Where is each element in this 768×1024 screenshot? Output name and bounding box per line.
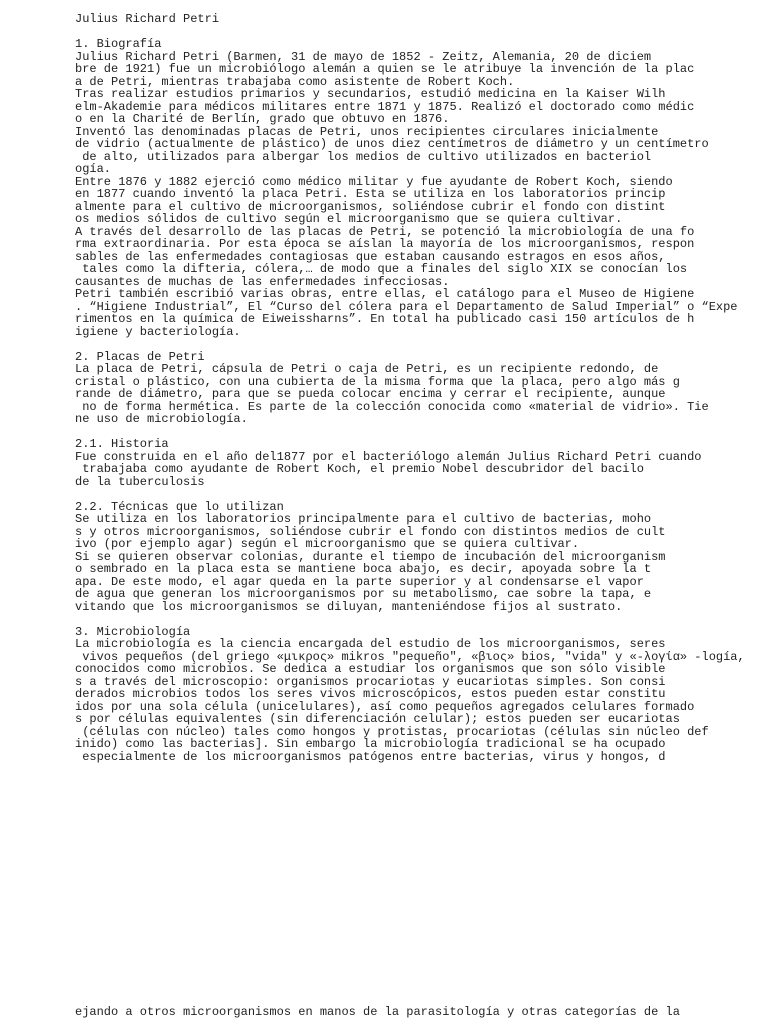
text-line: almente para el cultivo de microorganismos, soliéndose cubrir el fondo con distint [75, 199, 666, 214]
text-line: Si se quieren observar colonias, durante el tiempo de incubación del microorganism [75, 549, 666, 564]
blank-line [75, 488, 768, 501]
text-line: . “Higiene Industrial”, El “Curso del cólera para el Departamento de Salud Imperial” o “Expe [75, 299, 738, 314]
text-line: bre de 1921) fue un microbiólogo alemán a quien se le atribuye la invención de la plac [75, 62, 695, 76]
text-line: apa. De este modo, el agar queda en la parte superior y al condensarse el vapor [75, 574, 644, 589]
text-line: Tras realizar estudios primarios y secundarios, estudió medicina en la Kaiser Wilh [75, 87, 666, 101]
text-line: ogía. [75, 162, 112, 176]
text-line: vivos pequeños (del griego «μικρος» mikros "pequeño", «βιος» bios, "vida" y «-λογία» -logía, [75, 649, 745, 664]
text-line: de agua que generan los microorganismos por su metabolismo, cae sobre la tapa, e [75, 587, 652, 601]
text-line: causantes de muchas de las enfermedades infecciosas. [75, 274, 450, 289]
text-line: idos por una sola célula (unicelulares), así como pequeños agregados celulares formado [75, 699, 695, 714]
text-line: s por células equivalentes (sin diferenciación celular); estos pueden ser eucariotas [75, 712, 680, 726]
text-line: Julius Richard Petri (Barmen, 31 de mayo de 1852 - Zeitz, Alemania, 20 de diciem [75, 49, 652, 64]
text-line: o en la Charité de Berlín, grado que obtuvo en 1876. [75, 112, 450, 126]
text-line: especialmente de los microorganismos patógenos entre bacterias, virus y hongos, d [75, 749, 666, 764]
text-line: no de forma hermética. Es parte de la colección conocida como «material de vidrio». Tie [75, 399, 709, 414]
text-line: conocidos como microbios. Se dedica a estudiar los organismos que son sólo visible [75, 662, 666, 676]
text-line: rande de diámetro, para que se pueda colocar encima y cerrar el recipiente, aunque [75, 387, 666, 401]
text-line: a de Petri, mientras trabajaba como asistente de Robert Koch. [75, 74, 515, 89]
text-line: de alto, utilizados para albergar los medios de cultivo utilizados en bacteriol [75, 149, 652, 164]
blank-line [75, 338, 768, 351]
text-line: os medios sólidos de cultivo según el microorganismo que se quiera cultivar. [75, 212, 623, 226]
section-heading: 2. Placas de Petri [75, 349, 205, 364]
section-heading: 2.2. Técnicas que lo utilizan [75, 499, 284, 514]
text-line: vitando que los microorganismos se diluyan, manteniéndose fijos al sustrato. [75, 599, 623, 614]
text-line: o sembrado en la placa esta se mantiene boca abajo, es decir, apoyada sobre la t [75, 562, 652, 576]
blank-line [75, 26, 768, 39]
text-line: La microbiología es la ciencia encargada del estudio de los microorganismos, seres [75, 637, 666, 651]
text-line: trabajaba como ayudante de Robert Koch, el premio Nobel descubridor del bacilo [75, 462, 644, 476]
document-page [75, 0, 768, 1024]
text-line: ivo (por ejemplo agar) según el microorganismo que se quiera cultivar. [75, 537, 580, 551]
text-line: derados microbios todos los seres vivos microscópicos, estos pueden estar constitu [75, 687, 666, 701]
document-title [75, 13, 768, 26]
blank-line [75, 426, 768, 439]
text-line: s y otros microorganismos, soliéndose cubrir el fondo con distintos medios de cult [75, 524, 666, 539]
section-heading: 1. Biografía [75, 37, 162, 51]
title-text: Julius Richard Petri [75, 12, 220, 26]
text-line: Fue construida en el año del1877 por el bacteriólogo alemán Julius Richard Petri cuando [75, 449, 702, 464]
text-line: (células con núcleo) tales como hongos y protistas, procariotas (células sin núcleo def [75, 724, 709, 739]
text-line: rimentos en la química de Eiweissharns”. En total ha publicado casi 150 artículos de h [75, 312, 695, 326]
page-continuation-line: ejando a otros microorganismos en manos de la parasitología y otras categorías de la [75, 1005, 680, 1019]
text-line: inido) como las bacterias]. Sin embargo la microbiología tradicional se ha ocupado [75, 737, 666, 751]
text-line: igiene y bacteriología. [75, 324, 241, 339]
text-line: Inventó las denominadas placas de Petri, unos recipientes circulares inicialmente [75, 124, 659, 139]
text-line: La placa de Petri, cápsula de Petri o caja de Petri, es un recipiente redondo, de [75, 362, 659, 376]
text-line: ne uso de microbiología. [75, 412, 248, 426]
text-line: elm-Akademie para médicos militares entre 1871 y 1875. Realizó el doctorado como médic [75, 99, 695, 114]
text-line: cristal o plástico, con una cubierta de la misma forma que la placa, pero algo más g [75, 374, 680, 389]
text-line: en 1877 cuando inventó la placa Petri. Esta se utiliza en los laboratorios princip [75, 187, 666, 201]
text-line: rma extraordinaria. Por esta época se aíslan la mayoría de los microorganismos, respon [75, 237, 695, 251]
text-line: Petri también escribió varias obras, entre ellas, el catálogo para el Museo de Higiene [75, 287, 695, 301]
text-line: de la tuberculosis [75, 474, 205, 489]
text-line: de vidrio (actualmente de plástico) de unos diez centímetros de diámetro y un centímetro [75, 137, 709, 151]
text-line: sables de las enfermedades contagiosas que estaban causando estragos en esos años, [75, 249, 666, 264]
text-line: s a través del microscopio: organismos procariotas y eucariotas simples. Son consi [75, 674, 666, 689]
text-line: tales como la difteria, cólera,… de modo que a finales del siglo XIX se conocían los [75, 262, 688, 276]
section-heading: 2.1. Historia [75, 437, 169, 451]
text-line: Entre 1876 y 1882 ejerció como médico militar y fue ayudante de Robert Koch, siendo [75, 174, 673, 189]
text-line: Se utiliza en los laboratorios principalmente para el cultivo de bacterias, moho [75, 512, 652, 526]
section-heading: 3. Microbiología [75, 624, 191, 639]
text-line: A través del desarrollo de las placas de Petri, se potenció la microbiología de una fo [75, 224, 695, 239]
blank-line [75, 613, 768, 626]
